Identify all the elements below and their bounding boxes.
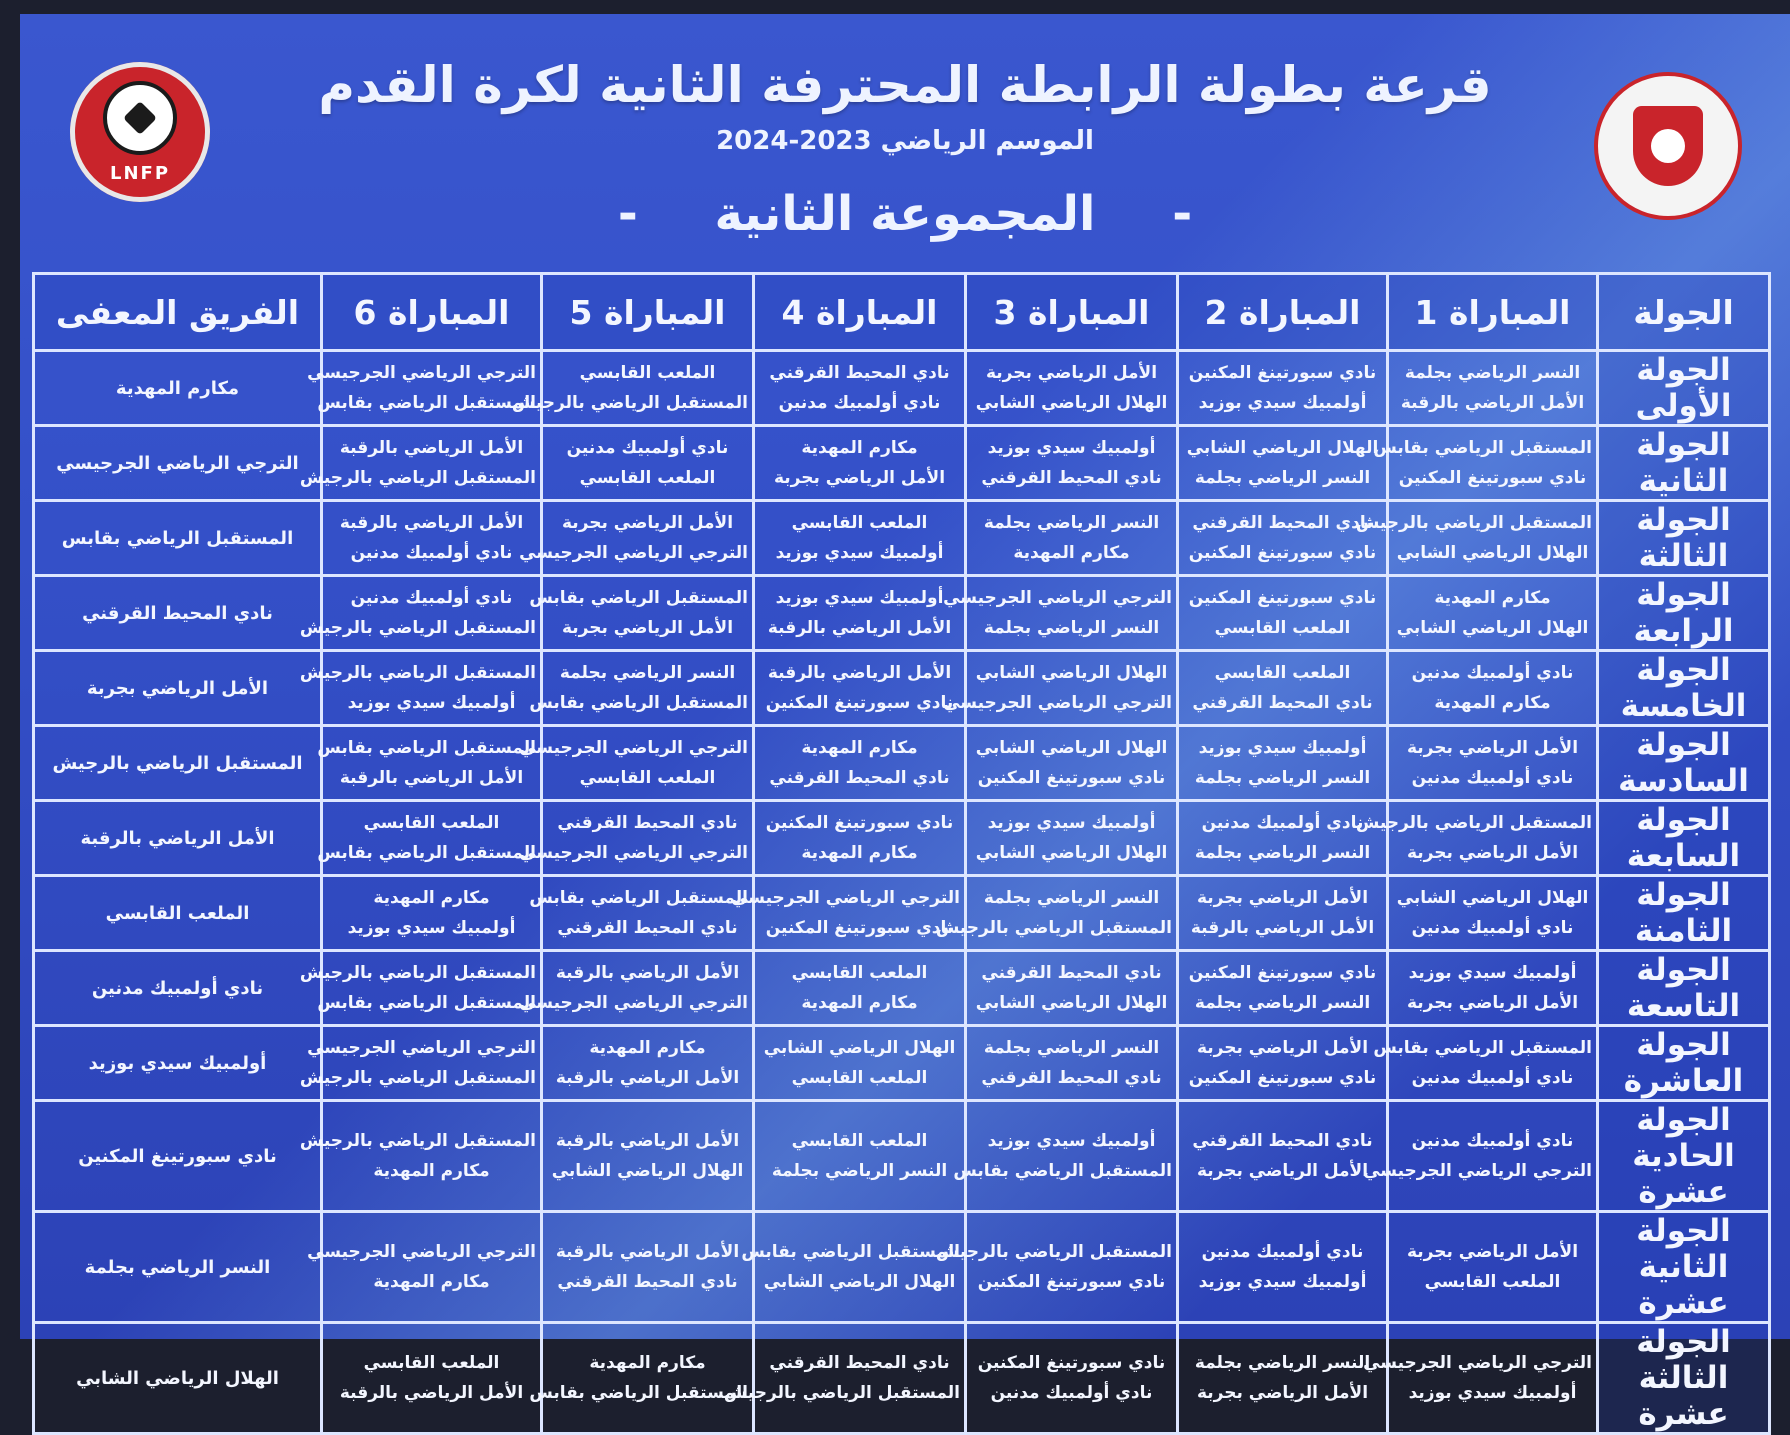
round-label: الجولة العاشرة (1598, 1026, 1770, 1101)
home-team: أولمبيك سيدي بوزيد (987, 1131, 1156, 1151)
match-cell (754, 576, 966, 651)
away-team: الملعب القابسي (579, 468, 716, 488)
schedule-table (32, 272, 1771, 1435)
away-team: المستقبل الرياضي بقابس (317, 393, 536, 413)
exempt-team: نادي المحيط القرقني (34, 576, 322, 651)
away-team: نادي سبورتينغ المكنين (977, 768, 1166, 788)
column-header-match-1: المباراة 1 (1388, 274, 1598, 351)
table-row (34, 1212, 1770, 1323)
home-team: الأمل الرياضي بجربة (561, 513, 734, 533)
home-team: الأمل الرياضي بالرقبة (767, 663, 952, 683)
home-team: الترجي الرياضي الجرجيسي (1363, 1353, 1592, 1373)
round-label: الجولة الخامسة (1598, 651, 1770, 726)
match-cell (966, 501, 1178, 576)
match-cell (935, 1212, 1178, 1323)
round-label: الجولة التاسعة (1598, 951, 1770, 1026)
exempt-team: أولمبيك سيدي بوزيد (34, 1026, 322, 1101)
round-label: الجولة السادسة (1598, 726, 1770, 801)
match-cell (754, 951, 966, 1026)
exempt-team: الترجي الرياضي الجرجيسي (34, 426, 322, 501)
away-team: أولمبيك سيدي بوزيد (1408, 1383, 1577, 1403)
match-cell (542, 1026, 754, 1101)
exempt-team: الأمل الرياضي بجربة (34, 651, 322, 726)
match-cell (1178, 1101, 1388, 1212)
match-cell (529, 651, 754, 726)
round-label: الجولة الثالثة عشرة (1598, 1323, 1770, 1434)
home-team: الترجي الرياضي الجرجيسي (307, 363, 536, 383)
home-team: المستقبل الرياضي بقابس (529, 588, 748, 608)
away-team: نادي أولمبيك مدنين (1411, 918, 1574, 938)
away-team: الأمل الرياضي بجربة (561, 618, 734, 638)
away-team: النسر الرياضي بجلمة (983, 618, 1160, 638)
table-row (34, 1323, 1770, 1434)
home-team: نادي أولمبيك مدنين (566, 438, 729, 458)
away-team: الأمل الرياضي بجربة (1406, 993, 1579, 1013)
away-team: المستقبل الرياضي بقابس (953, 1161, 1172, 1181)
header (20, 14, 1790, 279)
away-team: الهلال الرياضي الشابي (1396, 543, 1589, 563)
match-cell (542, 1212, 754, 1323)
away-team: أولمبيك سيدي بوزيد (775, 543, 944, 563)
away-team: الهلال الرياضي الشابي (763, 1272, 956, 1292)
match-cell (1388, 1212, 1598, 1323)
home-team: نادي سبورتينغ المكنين (1188, 363, 1377, 383)
home-team: نادي سبورتينغ المكنين (765, 813, 954, 833)
away-team: المستقبل الرياضي بالرجيش (723, 1383, 960, 1403)
away-team: الأمل الرياضي بجربة (1196, 1161, 1369, 1181)
away-team: الترجي الرياضي الجرجيسي (519, 843, 748, 863)
home-team: نادي سبورتينغ المكنين (1188, 588, 1377, 608)
home-team: الأمل الرياضي بجربة (1406, 738, 1579, 758)
home-team: نادي أولمبيك مدنين (1201, 1242, 1364, 1262)
away-team: نادي المحيط القرقني (1192, 693, 1373, 713)
home-team: الملعب القابسي (791, 1131, 928, 1151)
home-team: المستقبل الرياضي بقابس (741, 1242, 960, 1262)
home-team: المستقبل الرياضي بقابس (1373, 1038, 1592, 1058)
column-header-match-3: المباراة 3 (966, 274, 1178, 351)
away-team: الأمل الرياضي بجربة (1406, 843, 1579, 863)
match-cell (1178, 876, 1388, 951)
away-team: المستقبل الرياضي بالرجيش (511, 393, 748, 413)
round-label: الجولة الحادية عشرة (1598, 1101, 1770, 1212)
match-cell (1178, 426, 1388, 501)
away-team: نادي أولمبيك مدنين (990, 1383, 1153, 1403)
match-cell (307, 351, 542, 426)
match-cell (1388, 876, 1598, 951)
match-cell (953, 1101, 1178, 1212)
home-team: الترجي الرياضي الجرجيسي (943, 588, 1172, 608)
away-team: نادي سبورتينغ المكنين (1188, 543, 1377, 563)
away-team: الهلال الرياضي الشابي (551, 1161, 744, 1181)
home-team: نادي أولمبيك مدنين (1411, 663, 1574, 683)
match-cell (322, 1323, 542, 1434)
away-team: أولمبيك سيدي بوزيد (347, 693, 516, 713)
column-header-match-2: المباراة 2 (1178, 274, 1388, 351)
exempt-team: نادي أولمبيك مدنين (34, 951, 322, 1026)
away-team: النسر الرياضي بجلمة (1194, 468, 1371, 488)
away-team: مكارم المهدية (373, 1161, 490, 1181)
match-cell (754, 801, 966, 876)
match-cell (1388, 576, 1598, 651)
match-cell (1178, 1212, 1388, 1323)
away-team: نادي سبورتينغ المكنين (765, 918, 954, 938)
match-cell (299, 1026, 542, 1101)
round-label: الجولة الثانية (1598, 426, 1770, 501)
table-row (34, 576, 1770, 651)
match-cell (1363, 1101, 1598, 1212)
home-team: مكارم المهدية (1434, 588, 1551, 608)
group-name: المجموعة الثانية (714, 186, 1096, 242)
away-team: الأمل الرياضي بالرقبة (1400, 393, 1585, 413)
home-team: المستقبل الرياضي بالرجيش (935, 1242, 1172, 1262)
away-team: نادي أولمبيك مدنين (350, 543, 513, 563)
away-team: الملعب القابسي (791, 1068, 928, 1088)
home-team: الهلال الرياضي الشابي (1186, 438, 1379, 458)
home-team: الترجي الرياضي الجرجيسي (307, 1242, 536, 1262)
away-team: نادي سبورتينغ المكنين (1188, 1068, 1377, 1088)
column-header-match-5: المباراة 5 (542, 274, 754, 351)
home-team: الأمل الرياضي بالرقبة (555, 963, 740, 983)
match-cell (741, 1212, 966, 1323)
match-cell (966, 351, 1178, 426)
away-team: أولمبيك سيدي بوزيد (1198, 393, 1367, 413)
match-cell (966, 951, 1178, 1026)
home-team: النسر الرياضي بجلمة (983, 1038, 1160, 1058)
away-team: الهلال الرياضي الشابي (975, 843, 1168, 863)
match-cell (943, 576, 1178, 651)
match-cell (1388, 951, 1598, 1026)
match-cell (966, 726, 1178, 801)
home-team: الملعب القابسي (791, 963, 928, 983)
match-cell (1178, 501, 1388, 576)
away-team: مكارم المهدية (801, 843, 918, 863)
title-dash: - (1172, 186, 1193, 242)
match-cell (1178, 651, 1388, 726)
match-cell (1178, 1323, 1388, 1434)
home-team: أولمبيك سيدي بوزيد (1198, 738, 1367, 758)
match-cell (1363, 1323, 1598, 1434)
home-team: الأمل الرياضي بجربة (985, 363, 1158, 383)
exempt-team: المستقبل الرياضي بالرجيش (34, 726, 322, 801)
column-header-match-4: المباراة 4 (754, 274, 966, 351)
match-cell (299, 426, 542, 501)
home-team: المستقبل الرياضي بقابس (529, 888, 748, 908)
away-team: الأمل الرياضي بالرقبة (339, 768, 524, 788)
round-label: الجولة السابعة (1598, 801, 1770, 876)
match-cell (519, 801, 754, 876)
group-title (20, 186, 1790, 242)
away-team: أولمبيك سيدي بوزيد (1198, 1272, 1367, 1292)
home-team: نادي المحيط القرقني (769, 1353, 950, 1373)
match-cell (317, 726, 542, 801)
match-cell (754, 1101, 966, 1212)
home-team: الترجي الرياضي الجرجيسي (519, 738, 748, 758)
away-team: نادي المحيط القرقني (981, 468, 1162, 488)
away-team: الأمل الرياضي بالرقبة (767, 618, 952, 638)
match-cell (731, 876, 966, 951)
lnfp-logo-text: LNFP (109, 162, 171, 184)
home-team: الملعب القابسي (363, 1353, 500, 1373)
away-team: مكارم المهدية (1013, 543, 1130, 563)
away-team: الأمل الرياضي بالرقبة (1190, 918, 1375, 938)
match-cell (754, 651, 966, 726)
home-team: المستقبل الرياضي بالرجيش (299, 963, 536, 983)
match-cell (1178, 1026, 1388, 1101)
away-team: نادي سبورتينغ المكنين (1398, 468, 1587, 488)
away-team: الملعب القابسي (1214, 618, 1351, 638)
home-team: النسر الرياضي بجلمة (1404, 363, 1581, 383)
home-team: المستقبل الرياضي بقابس (317, 738, 536, 758)
table-row (34, 951, 1770, 1026)
home-team: نادي أولمبيك مدنين (1411, 1131, 1574, 1151)
away-team: المستقبل الرياضي بالرجيش (299, 1068, 536, 1088)
round-label: الجولة الثامنة (1598, 876, 1770, 951)
table-row (34, 1026, 1770, 1101)
exempt-team: المستقبل الرياضي بقابس (34, 501, 322, 576)
home-team: الأمل الرياضي بالرقبة (339, 438, 524, 458)
exempt-team: الملعب القابسي (34, 876, 322, 951)
exempt-team: الهلال الرياضي الشابي (34, 1323, 322, 1434)
away-team: الترجي الرياضي الجرجيسي (519, 543, 748, 563)
home-team: الهلال الرياضي الشابي (975, 738, 1168, 758)
match-cell (519, 501, 754, 576)
home-team: نادي المحيط القرقني (1192, 1131, 1373, 1151)
match-cell (542, 426, 754, 501)
away-team: الهلال الرياضي الشابي (975, 393, 1168, 413)
away-team: مكارم المهدية (801, 993, 918, 1013)
match-cell (1355, 801, 1598, 876)
round-label: الجولة الثالثة (1598, 501, 1770, 576)
away-team: المستقبل الرياضي بالرجيش (935, 918, 1172, 938)
match-cell (754, 726, 966, 801)
home-team: الهلال الرياضي الشابي (975, 663, 1168, 683)
match-cell (1178, 576, 1388, 651)
home-team: المستقبل الرياضي بالرجيش (1355, 813, 1592, 833)
table-row (34, 651, 1770, 726)
away-team: الملعب القابسي (579, 768, 716, 788)
home-team: الأمل الرياضي بجربة (1196, 888, 1369, 908)
projection-screen (20, 14, 1790, 1432)
home-team: نادي سبورتينغ المكنين (1188, 963, 1377, 983)
match-cell (542, 1101, 754, 1212)
home-team: المستقبل الرياضي بقابس (1373, 438, 1592, 458)
match-cell (511, 351, 754, 426)
match-cell (754, 501, 966, 576)
away-team: نادي المحيط القرقني (769, 768, 950, 788)
round-label: الجولة الرابعة (1598, 576, 1770, 651)
match-cell (966, 1323, 1178, 1434)
away-team: النسر الرياضي بجلمة (1194, 843, 1371, 863)
away-team: الترجي الرياضي الجرجيسي (519, 993, 748, 1013)
home-team: النسر الرياضي بجلمة (983, 513, 1160, 533)
home-team: نادي المحيط القرقني (981, 963, 1162, 983)
match-cell (966, 426, 1178, 501)
table-row (34, 351, 1770, 426)
table-row (34, 801, 1770, 876)
away-team: النسر الرياضي بجلمة (771, 1161, 948, 1181)
home-team: المستقبل الرياضي بالرجيش (1355, 513, 1592, 533)
match-cell (966, 1026, 1178, 1101)
home-team: مكارم المهدية (801, 738, 918, 758)
home-team: نادي سبورتينغ المكنين (977, 1353, 1166, 1373)
home-team: النسر الرياضي بجلمة (559, 663, 736, 683)
match-cell (322, 876, 542, 951)
home-team: النسر الرياضي بجلمة (983, 888, 1160, 908)
match-cell (299, 1101, 542, 1212)
home-team: الهلال الرياضي الشابي (1396, 888, 1589, 908)
round-label: الجولة الأولى (1598, 351, 1770, 426)
away-team: الأمل الرياضي بجربة (1196, 1383, 1369, 1403)
home-team: مكارم المهدية (373, 888, 490, 908)
schedule-body (34, 351, 1770, 1434)
away-team: الهلال الرياضي الشابي (1396, 618, 1589, 638)
away-team: الأمل الرياضي بجربة (773, 468, 946, 488)
away-team: نادي أولمبيك مدنين (778, 393, 941, 413)
home-team: المستقبل الرياضي بالرجيش (299, 1131, 536, 1151)
page-title: قرعة بطولة الرابطة المحترفة الثانية لكرة القدم (318, 56, 1492, 114)
table-row (34, 426, 1770, 501)
away-team: الهلال الرياضي الشابي (975, 993, 1168, 1013)
home-team: مكارم المهدية (589, 1353, 706, 1373)
away-team: النسر الرياضي بجلمة (1194, 768, 1371, 788)
match-cell (1178, 351, 1388, 426)
home-team: الترجي الرياضي الجرجيسي (731, 888, 960, 908)
home-team: الملعب القابسي (579, 363, 716, 383)
away-team: المستقبل الرياضي بقابس (529, 693, 748, 713)
away-team: المستقبل الرياضي بقابس (317, 843, 536, 863)
table-row (34, 1101, 1770, 1212)
home-team: الأمل الرياضي بجربة (1406, 1242, 1579, 1262)
home-team: أولمبيك سيدي بوزيد (987, 813, 1156, 833)
away-team: نادي سبورتينغ المكنين (977, 1272, 1166, 1292)
match-cell (1178, 951, 1388, 1026)
match-cell (519, 726, 754, 801)
home-team: الملعب القابسي (363, 813, 500, 833)
away-team: نادي أولمبيك مدنين (1411, 768, 1574, 788)
match-cell (943, 651, 1178, 726)
home-team: الترجي الرياضي الجرجيسي (307, 1038, 536, 1058)
match-cell (529, 1323, 754, 1434)
match-cell (1388, 651, 1598, 726)
away-team: نادي سبورتينغ المكنين (765, 693, 954, 713)
match-cell (299, 576, 542, 651)
away-team: مكارم المهدية (373, 1272, 490, 1292)
match-cell (723, 1323, 966, 1434)
match-cell (754, 351, 966, 426)
exempt-team: الأمل الرياضي بالرقبة (34, 801, 322, 876)
away-team: نادي المحيط القرقني (557, 1272, 738, 1292)
home-team: الأمل الرياضي بالرقبة (555, 1242, 740, 1262)
home-team: النسر الرياضي بجلمة (1194, 1353, 1371, 1373)
home-team: نادي المحيط القرقني (769, 363, 950, 383)
home-team: أولمبيك سيدي بوزيد (775, 588, 944, 608)
match-cell (1373, 426, 1598, 501)
title-dash: - (617, 186, 638, 242)
column-header-match-6: المباراة 6 (322, 274, 542, 351)
exempt-team: مكارم المهدية (34, 351, 322, 426)
table-row (34, 876, 1770, 951)
away-team: الأمل الرياضي بالرقبة (555, 1068, 740, 1088)
match-cell (1178, 726, 1388, 801)
match-cell (529, 576, 754, 651)
home-team: المستقبل الرياضي بالرجيش (299, 663, 536, 683)
match-cell (935, 876, 1178, 951)
match-cell (299, 651, 542, 726)
away-team: النسر الرياضي بجلمة (1194, 993, 1371, 1013)
home-team: الأمل الرياضي بالرقبة (555, 1131, 740, 1151)
away-team: المستقبل الرياضي بالرجيش (299, 618, 536, 638)
away-team: نادي أولمبيك مدنين (1411, 1068, 1574, 1088)
home-team: الأمل الرياضي بالرقبة (339, 513, 524, 533)
table-row (34, 501, 1770, 576)
round-label: الجولة الثانية عشرة (1598, 1212, 1770, 1323)
match-cell (307, 1212, 542, 1323)
home-team: نادي المحيط القرقني (1192, 513, 1373, 533)
away-team: الأمل الرياضي بالرقبة (339, 1383, 524, 1403)
away-team: المستقبل الرياضي بقابس (317, 993, 536, 1013)
away-team: نادي المحيط القرقني (557, 918, 738, 938)
exempt-team: النسر الرياضي بجلمة (34, 1212, 322, 1323)
away-team: الملعب القابسي (1424, 1272, 1561, 1292)
match-cell (754, 426, 966, 501)
match-cell (1355, 501, 1598, 576)
away-team: الترجي الرياضي الجرجيسي (943, 693, 1172, 713)
match-cell (322, 501, 542, 576)
match-cell (317, 801, 542, 876)
away-team: الترجي الرياضي الجرجيسي (1363, 1161, 1592, 1181)
match-cell (299, 951, 542, 1026)
home-team: نادي أولمبيك مدنين (1201, 813, 1364, 833)
match-cell (966, 801, 1178, 876)
match-cell (1388, 726, 1598, 801)
home-team: الملعب القابسي (791, 513, 928, 533)
away-team: المستقبل الرياضي بالرجيش (299, 468, 536, 488)
away-team: أولمبيك سيدي بوزيد (347, 918, 516, 938)
home-team: الأمل الرياضي بجربة (1196, 1038, 1369, 1058)
away-team: مكارم المهدية (1434, 693, 1551, 713)
column-header-exempt: الفريق المعفى (34, 274, 322, 351)
home-team: نادي أولمبيك مدنين (350, 588, 513, 608)
home-team: مكارم المهدية (801, 438, 918, 458)
table-row (34, 726, 1770, 801)
home-team: أولمبيك سيدي بوزيد (987, 438, 1156, 458)
match-cell (529, 876, 754, 951)
home-team: نادي المحيط القرقني (557, 813, 738, 833)
match-cell (1388, 351, 1598, 426)
home-team: مكارم المهدية (589, 1038, 706, 1058)
exempt-team: نادي سبورتينغ المكنين (34, 1101, 322, 1212)
home-team: الهلال الرياضي الشابي (763, 1038, 956, 1058)
match-cell (1373, 1026, 1598, 1101)
home-team: أولمبيك سيدي بوزيد (1408, 963, 1577, 983)
match-cell (519, 951, 754, 1026)
header-row (34, 274, 1770, 351)
column-header-round: الجولة (1598, 274, 1770, 351)
season-label: الموسم الرياضي 2023-2024 (716, 126, 1094, 156)
away-team: المستقبل الرياضي بقابس (529, 1383, 748, 1403)
home-team: الملعب القابسي (1214, 663, 1351, 683)
match-cell (1178, 801, 1388, 876)
match-cell (754, 1026, 966, 1101)
away-team: نادي المحيط القرقني (981, 1068, 1162, 1088)
